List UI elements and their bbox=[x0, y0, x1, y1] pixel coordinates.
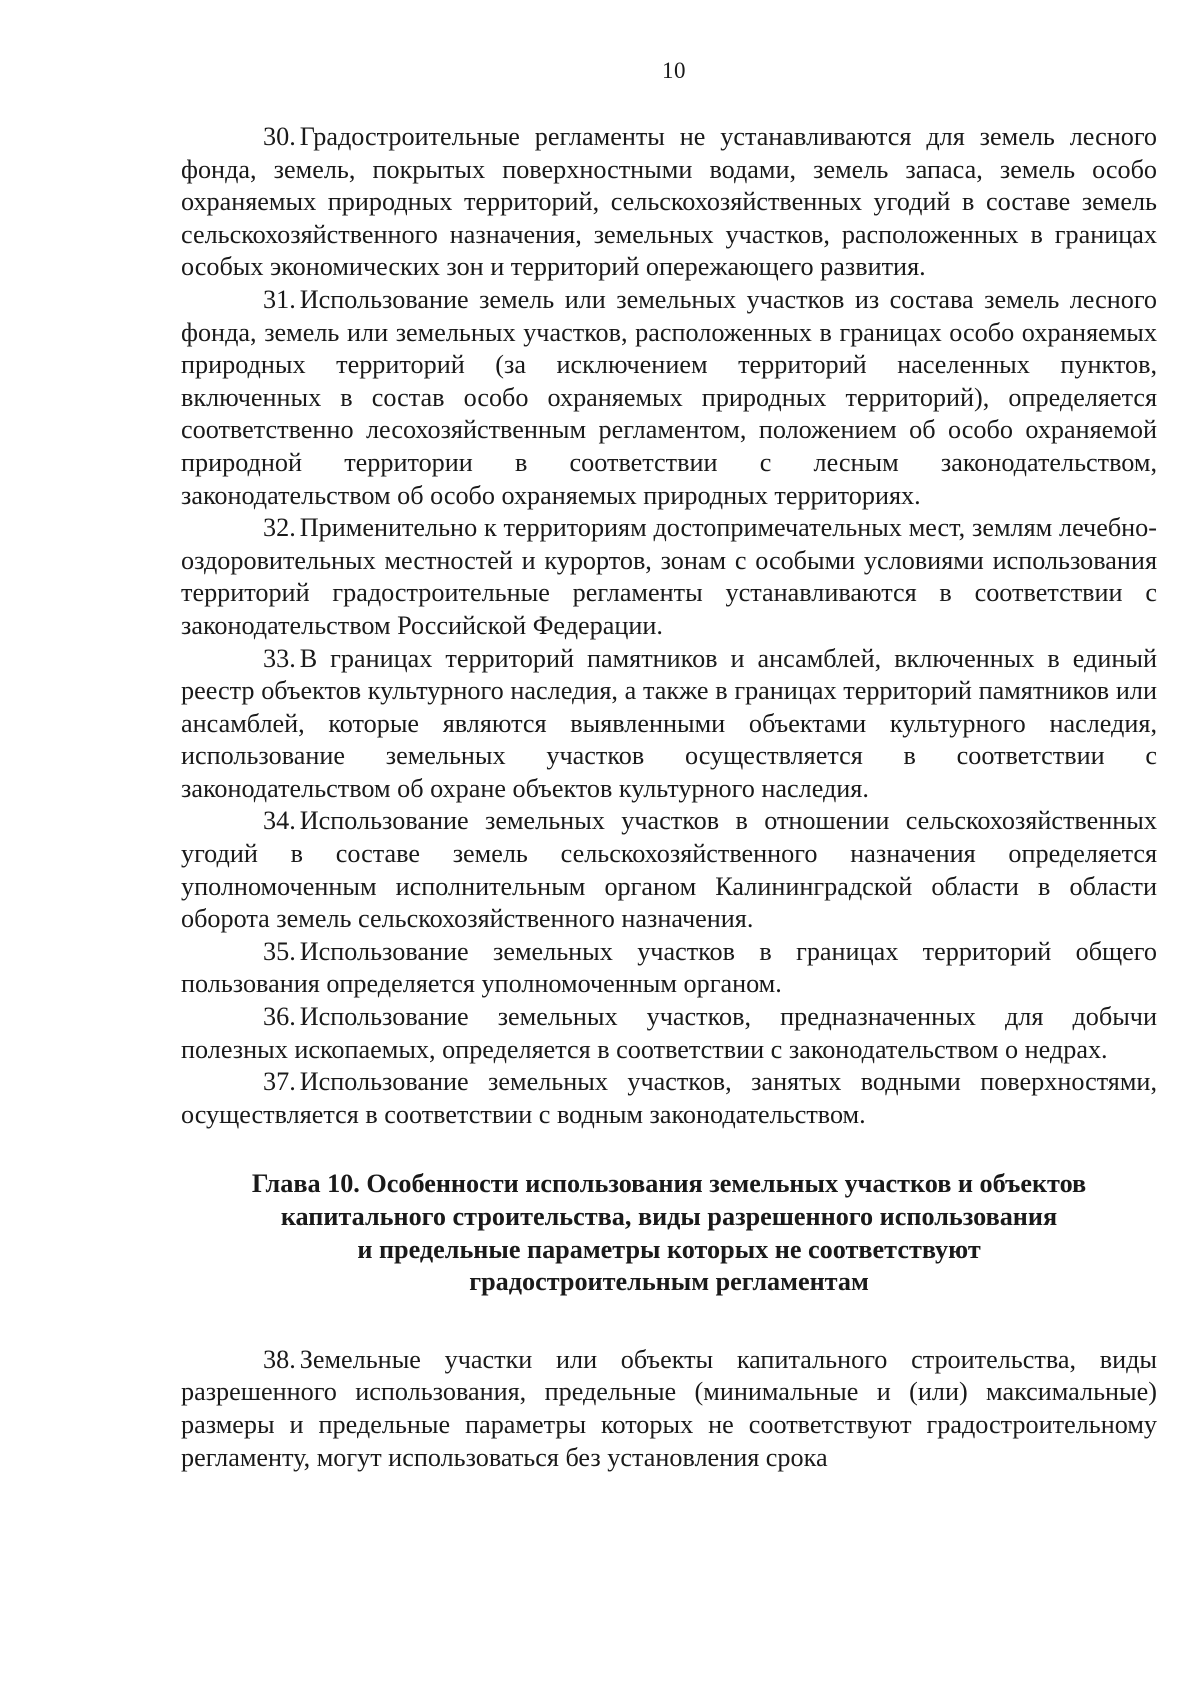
chapter-title-line: градостроительным регламентам bbox=[469, 1267, 869, 1297]
paragraph-34 bbox=[181, 805, 1157, 935]
paragraph-number: 37. bbox=[263, 1067, 296, 1097]
paragraph-number: 33. bbox=[263, 643, 296, 673]
paragraph-text: Использование земельных участков, предназначенных для добычи полезных ископаемых, определяется в соответствии с законодательством о недрах. bbox=[181, 1002, 1157, 1064]
paragraph-number: 32. bbox=[263, 513, 296, 543]
page-number: 10 bbox=[662, 58, 686, 83]
chapter-title bbox=[181, 1168, 1157, 1298]
chapter-title-line: и предельные параметры которых не соответствуют bbox=[357, 1234, 981, 1264]
paragraph-number: 31. bbox=[263, 284, 296, 314]
paragraph-text: Использование земель или земельных участков из состава земель лесного фонда, земель или земельных участков, расположенных в границах особо охраняемых природных территорий (за исключением территорий населенных пунктов, включенных в состав особо охраняемых природных территорий), определяется соответственно лесохозяйственным регламентом, положением об особо охраняемой природной территории в соответствии с лесным законодательством, законодательством об особо охраняемых природных территориях. bbox=[181, 284, 1157, 510]
paragraph-text: Использование земельных участков в границах территорий общего пользования определяется уполномоченным органом. bbox=[181, 936, 1157, 999]
paragraph-32 bbox=[181, 512, 1157, 642]
document-body bbox=[181, 121, 1157, 1474]
paragraph-number: 35. bbox=[263, 936, 296, 966]
paragraph-text: Градостроительные регламенты не устанавливаются для земель лесного фонда, земель, покрытых поверхностными водами, земель запаса, земель особо охраняемых природных территорий, сельскохозяйственных угодий в составе земель сельскохозяйственного назначения, земельных участков, расположенных в границах особых экономических зон и территорий опережающего развития. bbox=[181, 122, 1157, 282]
paragraph-number: 34. bbox=[263, 806, 296, 836]
paragraph-33 bbox=[181, 643, 1157, 806]
paragraph-37 bbox=[181, 1066, 1157, 1131]
paragraph-38 bbox=[181, 1344, 1157, 1474]
paragraph-text: Использование земельных участков в отношении сельскохозяйственных угодий в составе земель сельскохозяйственного назначения определяется уполномоченным исполнительным органом Калининградской области в области оборота земель сельскохозяйственного назначения. bbox=[181, 806, 1157, 934]
paragraph-35 bbox=[181, 936, 1157, 1001]
paragraph-number: 36. bbox=[263, 1002, 296, 1032]
paragraph-text: Применительно к территориям достопримечательных мест, землям лечебно-оздоровительных местностей и курортов, зонам с особыми условиями использования территорий градостроительные регламенты устанавливаются в соответствии с законодательством Российской Федерации. bbox=[181, 513, 1157, 640]
paragraph-text: В границах территорий памятников и ансамблей, включенных в единый реестр объектов культурного наследия, а также в границах территорий памятников или ансамблей, которые являются выявленными объектами культурного наследия, использование земельных участков осуществляется в соответствии с законодательством об охране объектов культурного наследия. bbox=[181, 643, 1157, 803]
paragraph-36 bbox=[181, 1001, 1157, 1066]
chapter-title-line: Глава 10. Особенности использования земельных участков и объектов bbox=[251, 1169, 1087, 1199]
paragraph-number: 30. bbox=[263, 122, 296, 151]
paragraph-number: 38. bbox=[263, 1344, 296, 1374]
paragraph-text: Использование земельных участков, занятых водными поверхностями, осуществляется в соответствии с водным законодательством. bbox=[181, 1067, 1157, 1129]
paragraph-31 bbox=[181, 284, 1157, 512]
chapter-title-line: капитального строительства, виды разрешенного использования bbox=[280, 1202, 1058, 1231]
paragraph-30 bbox=[181, 121, 1157, 284]
paragraph-text: Земельные участки или объекты капитального строительства, виды разрешенного использования, предельные (минимальные и (или) максимальные) размеры и предельные параметры которых не соответствуют градостроительному регламенту, могут использоваться без установления срока bbox=[181, 1344, 1157, 1472]
